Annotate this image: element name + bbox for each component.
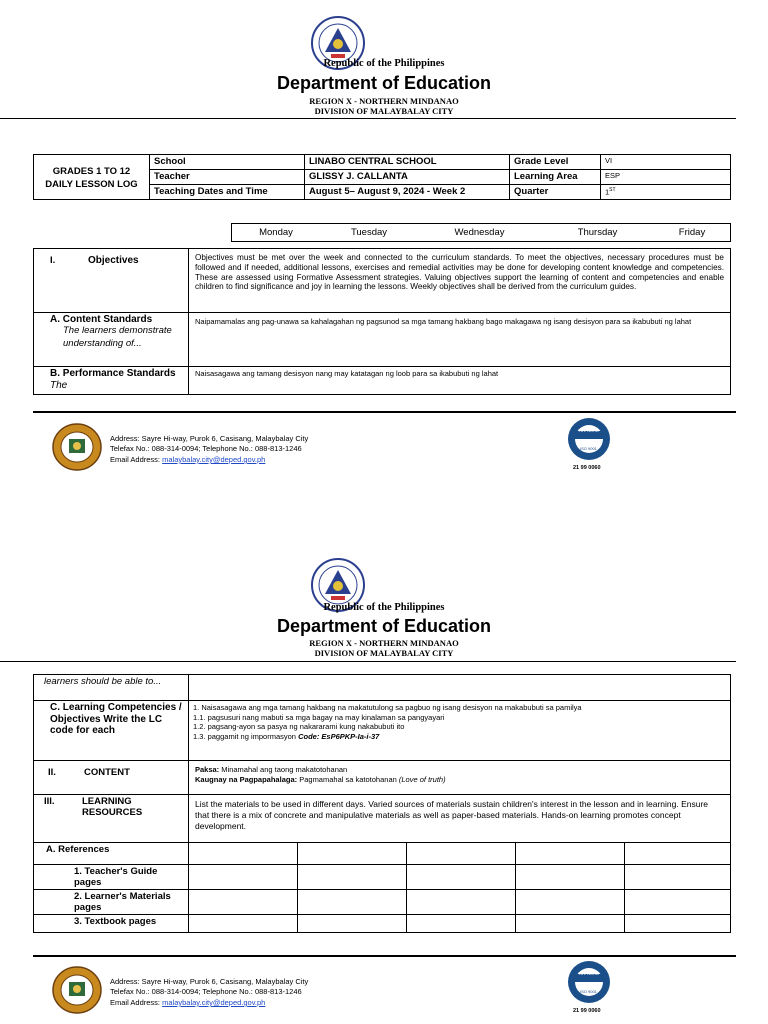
- learning-area-value: ESP: [601, 170, 731, 185]
- division-logo-icon: [52, 966, 102, 1014]
- school-value: LINABO CENTRAL SCHOOL: [305, 155, 510, 170]
- header-divider: [0, 661, 736, 662]
- tg-cell-fri: [625, 865, 731, 890]
- learning-resources-text: List the materials to be used in different days. Varied sources of materials sustain children's interest in the lesson and in learning. Ensure that there is a mix of concrete and manipulative materials as well as paper-based materials. Hands-on learning promotes concept development.: [189, 795, 731, 843]
- references-label: A. References: [46, 844, 110, 855]
- lm-pages-label: 2. Learner's Materials pages: [74, 891, 171, 913]
- content-standards-text: Naipamamalas ang pag-unawa sa kahalagahan ng pagsunod sa mga tamang hakbang bago makagawa ng isang desisyon para sa ikabubuti ng lahat: [189, 313, 731, 367]
- republic-text: Republic of the Philippines: [323, 58, 445, 69]
- objectives-label: Objectives: [88, 255, 139, 266]
- tuv-certification-icon: [567, 417, 611, 461]
- textbook-pages-label: 3. Textbook pages: [74, 916, 157, 927]
- performance-standards-label: B. Performance Standards The: [50, 368, 176, 391]
- content-standards-sub: The learners demonstrate understanding of...: [63, 325, 172, 349]
- tg-cell-wed: [407, 865, 516, 890]
- lc-line-1: 1. Naisasagawa ang mga tamang hakbang na makatutulong sa pagbuo ng isang desisyon na makabubuti sa pamilya: [193, 703, 582, 712]
- day-thursday: Thursday: [541, 224, 654, 242]
- ref-cell-tue: [298, 843, 407, 865]
- lm-cell-thu: [516, 890, 625, 915]
- learning-competencies-cell: [34, 701, 189, 761]
- kaugnay-english: (Love of truth): [398, 774, 446, 784]
- tb-cell-mon: [189, 915, 298, 933]
- content-standards-label: A. Content Standards: [50, 314, 153, 325]
- objectives-text: Objectives must be met over the week and connected to the curriculum standards. To meet the objectives, necessary procedures must be followed and if needed, additional lessons, exercises and remedial activities may be done for developing content knowledge and competencies. These are assessed using Formative Assessment strategies. Valuing objectives support the learning of content and competencies and enable children to find significance and joy in learning the lessons. Weekly objectives shall be derived from the curriculum guides.: [189, 249, 731, 313]
- footer-divider: [33, 411, 736, 413]
- cert-code: 21 99 0060: [573, 465, 601, 471]
- footer-address: Address: Sayre Hi-way, Purok 6, Casisang, Malaybalay City: [110, 434, 309, 443]
- day-wednesday: Wednesday: [418, 224, 541, 242]
- learning-competencies-label: C. Learning Competencies / Objectives Write the LC code for each: [50, 702, 182, 736]
- tb-cell-tue: [298, 915, 407, 933]
- paksa-value: Minamahal ang taong makatotohanan: [221, 765, 348, 774]
- performance-standards-cont-empty: [189, 675, 731, 701]
- tuv-certification-icon: [567, 960, 611, 1004]
- department-title: Department of Education: [276, 73, 491, 93]
- grade-level-label: Grade Level: [510, 155, 601, 170]
- objectives-number: I.: [50, 255, 56, 266]
- day-tuesday: Tuesday: [320, 224, 418, 242]
- learning-resources-heading-cell: [34, 795, 189, 843]
- day-friday: Friday: [654, 224, 731, 242]
- tg-cell-thu: [516, 865, 625, 890]
- dates-value: August 5– August 9, 2024 - Week 2: [305, 185, 510, 200]
- lm-cell-wed: [407, 890, 516, 915]
- email-link[interactable]: malaybalay.city@deped.gov.ph: [162, 455, 266, 464]
- kaugnay-value: Pagmamahal sa katotohanan: [299, 774, 397, 784]
- lc-line-2: 1.1. pagsusuri nang mabuti sa mga bagay na may kinalaman sa pangyayari: [193, 712, 445, 722]
- content-heading-cell: [34, 761, 189, 795]
- lm-pages-cell: [34, 890, 189, 915]
- kaugnay-label: Kaugnay na Pagpapahalaga:: [195, 774, 298, 784]
- tb-cell-fri: [625, 915, 731, 933]
- school-label: School: [150, 155, 305, 170]
- day-monday: Monday: [232, 224, 321, 242]
- teacher-value: GLISSY J. CALLANTA: [305, 170, 510, 185]
- dll-title: GRADES 1 TO 12 DAILY LESSON LOG: [34, 155, 150, 200]
- footer-email: Email Address: malaybalay.city@deped.gov.ph: [110, 455, 266, 464]
- iso-label: ISO 9001: [580, 989, 597, 994]
- header-divider: [0, 118, 736, 119]
- tb-cell-thu: [516, 915, 625, 933]
- learning-competencies-cell-text: [189, 701, 731, 761]
- republic-text: Republic of the Philippines: [323, 602, 445, 613]
- lm-cell-mon: [189, 890, 298, 915]
- objectives-heading-cell: [34, 249, 189, 313]
- learning-resources-label: LEARNING RESOURCES: [82, 796, 143, 818]
- ref-cell-mon: [189, 843, 298, 865]
- tg-cell-mon: [189, 865, 298, 890]
- teacher-label: Teacher: [150, 170, 305, 185]
- tuv-label: TÜV NORD: [578, 971, 599, 976]
- footer-email: Email Address: malaybalay.city@deped.gov.ph: [110, 998, 266, 1007]
- lm-cell-tue: [298, 890, 407, 915]
- region-text: REGION X - NORTHERN MINDANAO: [309, 638, 459, 648]
- footer-address: Address: Sayre Hi-way, Purok 6, Casisang, Malaybalay City: [110, 977, 309, 986]
- lc-line-3: 1.2. pagsang-ayon sa pasya ng nakararami kung nakabubuti ito: [193, 722, 405, 731]
- paksa-line: [195, 765, 726, 775]
- tg-pages-label: 1. Teacher's Guide pages: [74, 866, 158, 888]
- footer-divider: [33, 955, 736, 957]
- ref-cell-wed: [407, 843, 516, 865]
- content-label: CONTENT: [84, 767, 130, 778]
- division-text: DIVISION OF MALAYBALAY CITY: [314, 648, 454, 658]
- ref-cell-thu: [516, 843, 625, 865]
- textbook-pages-cell: [34, 915, 189, 933]
- performance-standards-cont: learners should be able to...: [44, 676, 162, 687]
- learning-area-label: Learning Area: [510, 170, 601, 185]
- lesson-plan-table-continued: [33, 674, 731, 933]
- objectives-table: [33, 248, 731, 395]
- content-cell: [189, 761, 731, 795]
- division-logo-icon: [52, 423, 102, 471]
- tg-pages-cell: [34, 865, 189, 890]
- performance-standards-text: Naisasagawa ang tamang desisyon nang may katatagan ng loob para sa ikabubuti ng lahat: [189, 367, 731, 395]
- email-link[interactable]: malaybalay.city@deped.gov.ph: [162, 998, 266, 1007]
- performance-standards-cont-cell: [34, 675, 189, 701]
- learning-resources-number: III.: [44, 796, 55, 807]
- tuv-label: TÜV NORD: [578, 428, 599, 433]
- days-header-table: [231, 223, 731, 242]
- footer-phone: Telefax No.: 088-314-0094; Telephone No.: 088-813-1246: [110, 444, 302, 453]
- content-number: II.: [48, 767, 56, 778]
- tg-cell-tue: [298, 865, 407, 890]
- iso-label: ISO 9001: [580, 446, 597, 451]
- references-cell: [34, 843, 189, 865]
- quarter-label: Quarter: [510, 185, 601, 200]
- tb-cell-wed: [407, 915, 516, 933]
- region-text: REGION X - NORTHERN MINDANAO: [309, 96, 459, 106]
- ref-cell-fri: [625, 843, 731, 865]
- lm-cell-fri: [625, 890, 731, 915]
- kaugnay-line: [195, 775, 726, 785]
- paksa-label: Paksa:: [195, 765, 220, 774]
- lc-code: Code: EsP6PKP-Ia-i-37: [298, 731, 380, 741]
- grade-level-value: VI: [601, 155, 731, 170]
- lr-heading-layout: [38, 796, 162, 818]
- dates-label: Teaching Dates and Time: [150, 185, 305, 200]
- performance-standards-cell: [34, 367, 189, 395]
- division-text: DIVISION OF MALAYBALAY CITY: [314, 106, 454, 116]
- cert-code: 21 99 0060: [573, 1008, 601, 1014]
- quarter-value: 1ST: [601, 185, 731, 200]
- department-title: Department of Education: [276, 616, 491, 636]
- lesson-info-table: [33, 154, 731, 200]
- performance-standards-sub: The: [50, 380, 68, 391]
- footer-phone: Telefax No.: 088-314-0094; Telephone No.: 088-813-1246: [110, 987, 302, 996]
- lc-line-4: 1.3. paggamit ng impormasyon Code: EsP6PKP-Ia-i-37: [193, 731, 380, 741]
- content-standards-cell: [34, 313, 189, 367]
